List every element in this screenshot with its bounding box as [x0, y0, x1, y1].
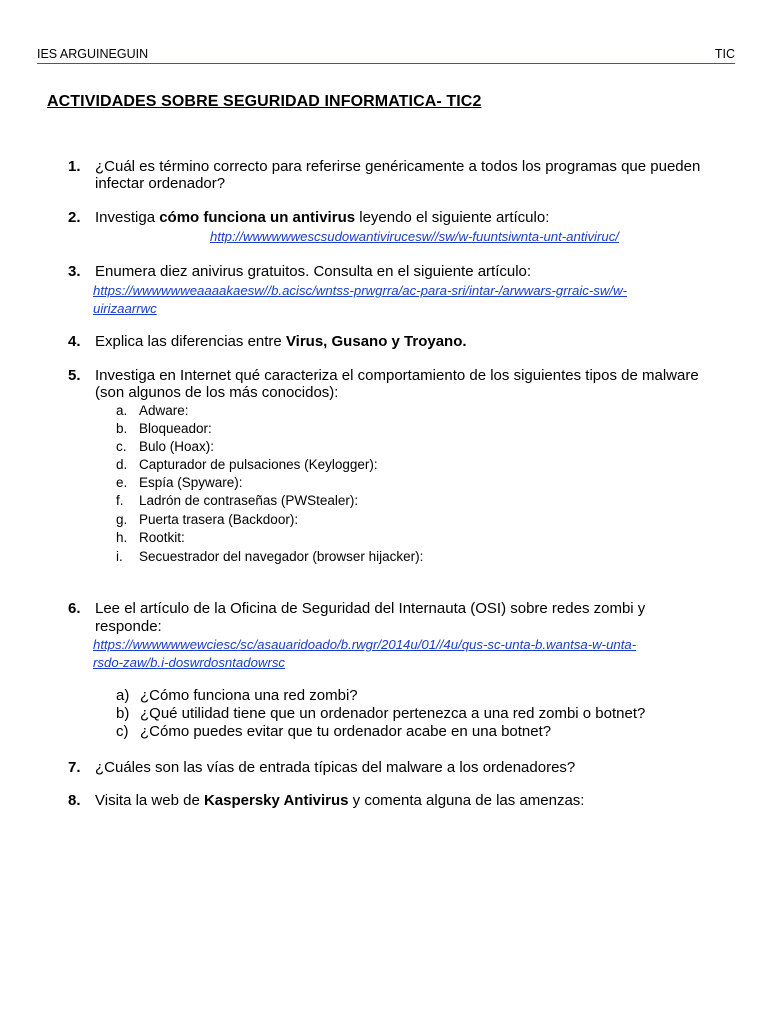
- antivirus-article-link[interactable]: http://wwwwwwescsudowantivirucesw//sw/w-fuuntsiwnta-unt-antiviruc/: [210, 229, 619, 244]
- subject-code: TIC: [714, 47, 735, 61]
- school-name: IES ARGUINEGUIN: [37, 47, 149, 61]
- osi-article-link-line-2[interactable]: rsdo-zaw/b.i-doswrdosntadowrsc: [93, 655, 286, 670]
- question-number: 2.: [68, 209, 81, 226]
- question-text: Explica las diferencias entre Virus, Gusano y Troyano.: [95, 333, 467, 350]
- question-text: Investiga cómo funciona un antivirus leyendo el siguiente artículo:: [95, 209, 550, 226]
- page-header: [37, 47, 735, 64]
- question-text-line-2: responde:: [95, 618, 162, 635]
- question-number: 7.: [68, 759, 81, 776]
- free-antivirus-link-line-1[interactable]: https://wwwwwweaaaakaesw//b.acisc/wntss-prwgrra/ac-para-sri/intar-/arwwars-grraic-sw/w-: [93, 283, 627, 298]
- osi-article-link-line-1[interactable]: https://wwwwwwewciesc/sc/asauaridoado/b.rwgr/2014u/01//4u/qus-sc-unta-b.wantsa-w-unta-: [93, 637, 637, 652]
- question-text: ¿Cuál es término correcto para referirse genéricamente a todos los programas que pueden infectar ordenador?: [95, 158, 701, 192]
- question-text-line-1: Lee el artículo de la Oficina de Seguridad del Internauta (OSI) sobre redes zombi y: [95, 600, 646, 617]
- question-text-line-2: (son algunos de los más conocidos):: [95, 384, 339, 401]
- question-number: 5.: [68, 367, 81, 384]
- question-text: Visita la web de Kaspersky Antivirus y comenta alguna de las amenzas:: [95, 792, 585, 809]
- question-number: 4.: [68, 333, 81, 350]
- question-text: Enumera diez anivirus gratuitos. Consulta en el siguiente artículo:: [95, 263, 532, 280]
- question-number: 3.: [68, 263, 81, 280]
- question-number: 1.: [68, 158, 81, 175]
- free-antivirus-link-line-2[interactable]: uirizaarrwc: [93, 301, 157, 316]
- question-text: ¿Cuáles son las vías de entrada típicas del malware a los ordenadores?: [95, 759, 576, 776]
- question-text-line-1: Investiga en Internet qué caracteriza el comportamiento de los siguientes tipos de malware: [95, 367, 699, 384]
- page-title: ACTIVIDADES SOBRE SEGURIDAD INFORMATICA- TIC2: [47, 93, 482, 110]
- question-number: 8.: [68, 792, 81, 809]
- question-number: 6.: [68, 600, 81, 617]
